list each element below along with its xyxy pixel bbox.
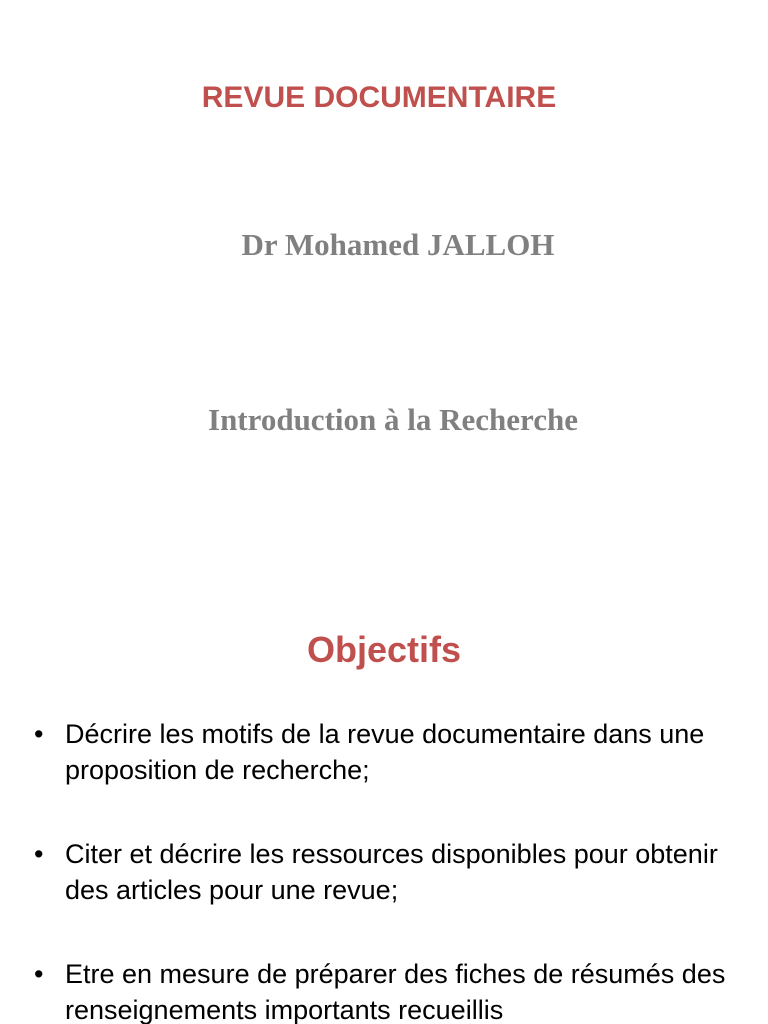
list-item [0,716,768,788]
author-name: Dr Mohamed JALLOH [241,227,555,262]
objectives-list [0,716,768,1024]
bullet-icon: • [34,839,44,869]
objectives-slide [0,576,768,1024]
objectives-heading: Objectifs [306,629,462,670]
list-item [0,956,768,1024]
bullet-icon: • [34,959,44,989]
list-item-text: Décrire les motifs de la revue documentaire dans une proposition de recherche; [65,719,705,785]
list-item-text: Citer et décrire les ressources disponibles pour obtenir des articles pour une revue; [65,839,718,905]
course-title: Introduction à la Recherche [208,402,578,437]
list-item-text: Etre en mesure de préparer des fiches de résumés des renseignements importants recueillis [65,959,726,1024]
slide-title: REVUE DOCUMENTAIRE [201,81,557,114]
bullet-icon: • [34,719,44,749]
list-item [0,836,768,908]
